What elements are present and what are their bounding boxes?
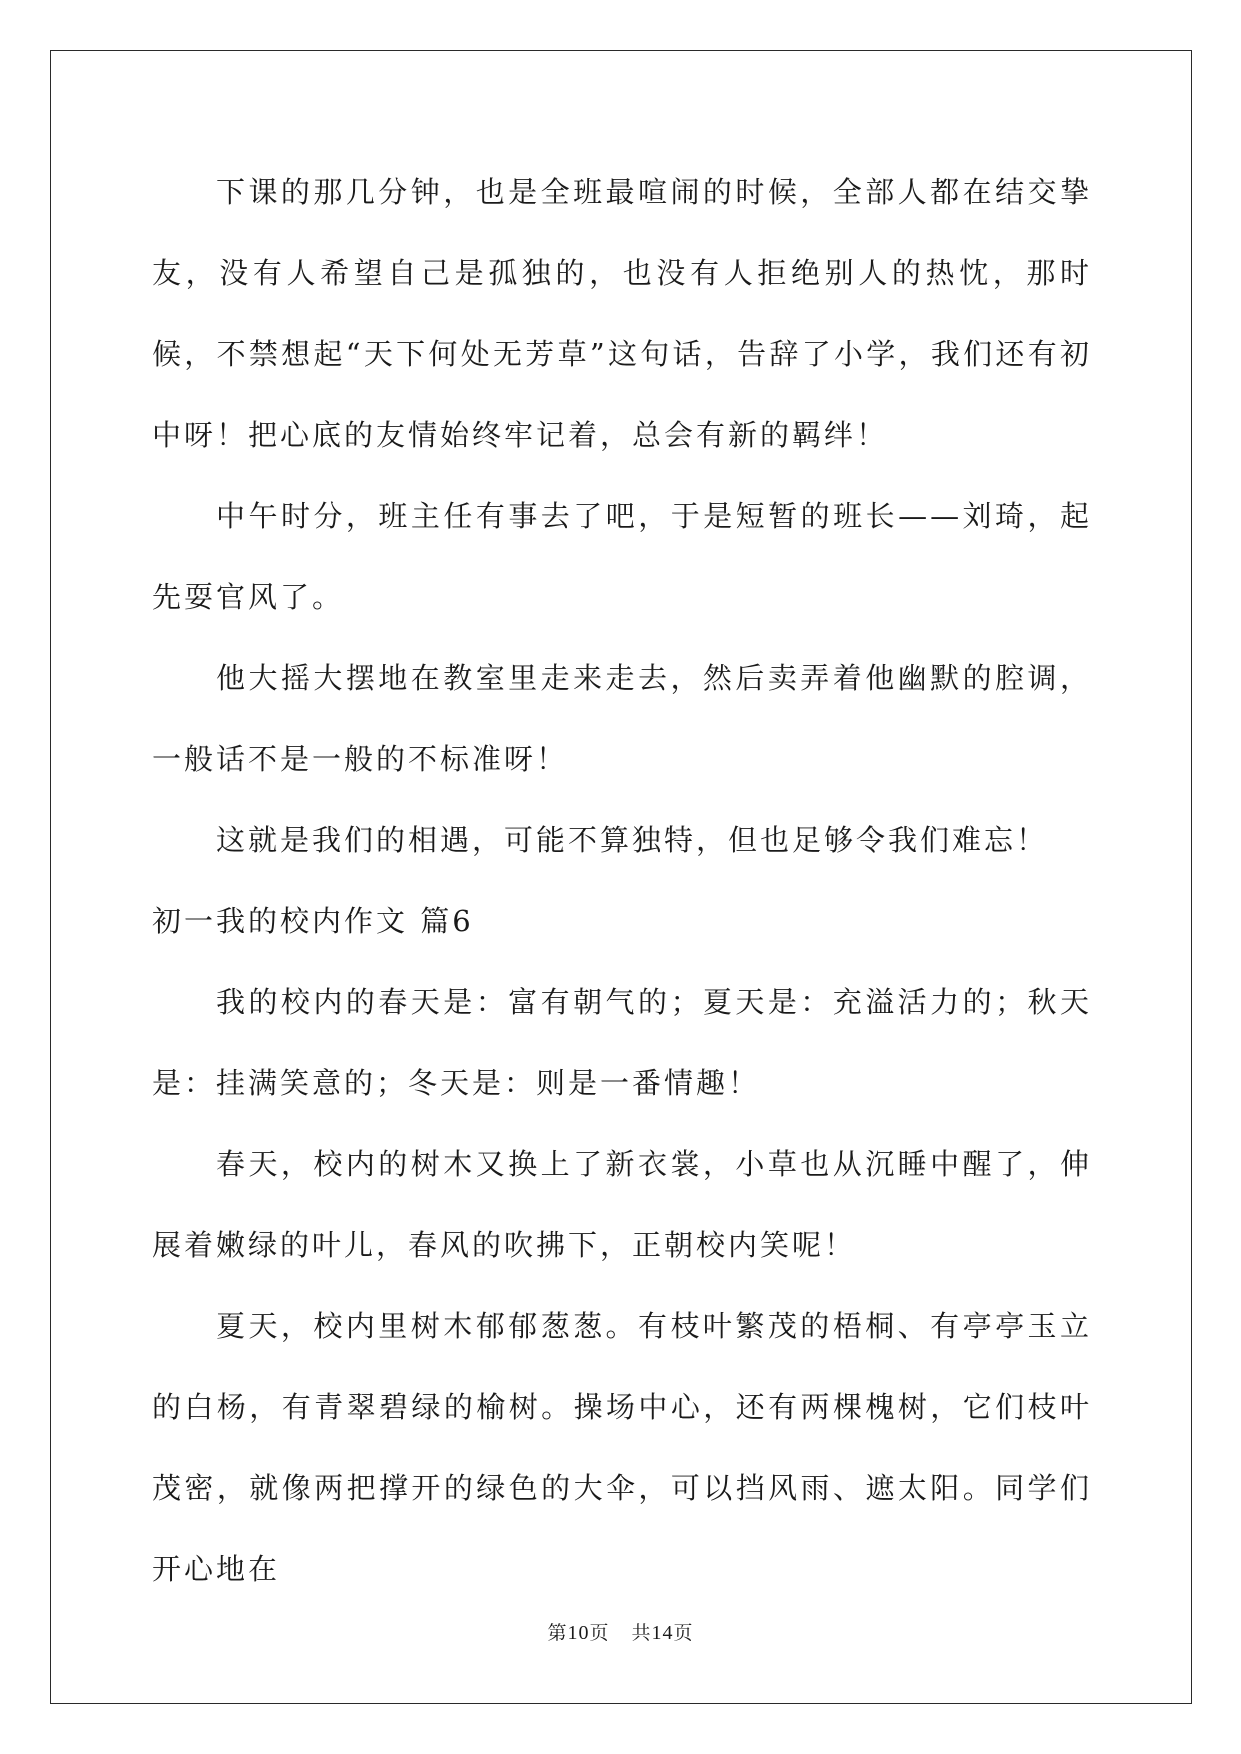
document-body [152,152,1092,1610]
paragraph: 他大摇大摆地在教室里走来走去，然后卖弄着他幽默的腔调，一般话不是一般的不标准呀！ [152,661,1092,776]
page-footer [0,1618,1241,1645]
current-page-number: 10 [567,1622,590,1644]
page-prefix: 第 [547,1622,568,1644]
paragraph: 中午时分，班主任有事去了吧，于是短暂的班长——刘琦，起先耍官风了。 [152,499,1092,614]
paragraph: 这就是我们的相遇，可能不算独特，但也足够令我们难忘！ [216,823,1049,857]
paragraph: 夏天，校内里树木郁郁葱葱。有枝叶繁茂的梧桐、有亭亭玉立的白杨，有青翠碧绿的榆树。操场中心，还有两棵槐树，它们枝叶茂密，就像两把撑开的绿色的大伞，可以挡风雨、遮太阳。同学们开心地在 [152,1309,1092,1586]
total-suffix: 页 [673,1622,694,1644]
section-heading: 初一我的校内作文 篇6 [152,904,474,938]
paragraph: 下课的那几分钟，也是全班最喧闹的时候，全部人都在结交挚友，没有人希望自己是孤独的，也没有人拒绝别人的热忱，那时候，不禁想起“天下何处无芳草”这句话，告辞了小学，我们还有初中呀！把心底的友情始终牢记着，总会有新的羁绊！ [152,175,1092,452]
page-suffix: 页 [589,1622,610,1644]
total-page-number: 14 [651,1622,674,1644]
paragraph: 春天，校内的树木又换上了新衣裳，小草也从沉睡中醒了，伸展着嫩绿的叶儿，春风的吹拂下，正朝校内笑呢！ [152,1147,1092,1262]
total-prefix: 共 [631,1622,652,1644]
paragraph: 我的校内的春天是：富有朝气的；夏天是：充溢活力的；秋天是：挂满笑意的；冬天是：则是一番情趣！ [152,985,1092,1100]
